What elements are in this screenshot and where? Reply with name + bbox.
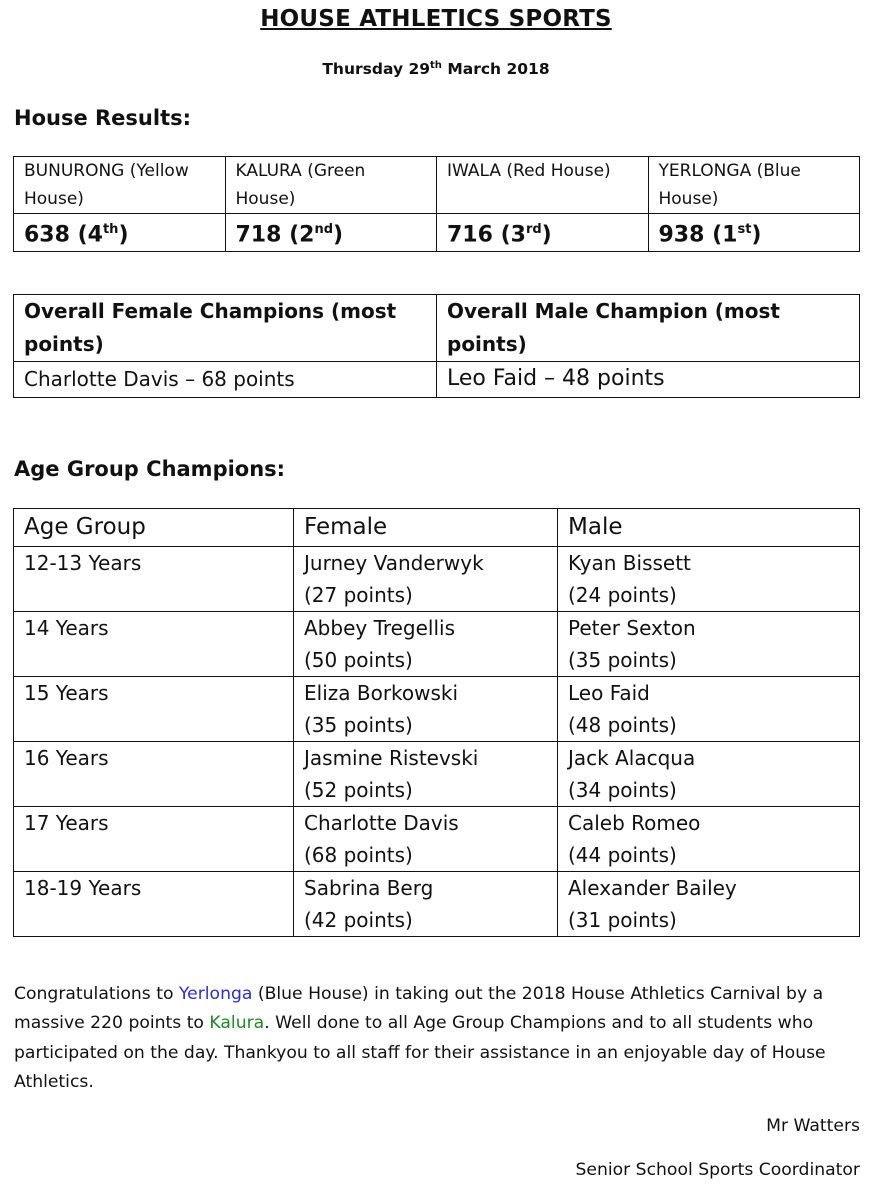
male-cell: Jack Alacqua (34 points) — [558, 742, 860, 807]
overall-value-row — [14, 362, 860, 398]
table-row — [14, 612, 860, 677]
female-cell: Eliza Borkowski (35 points) — [294, 677, 558, 742]
column-header: Male — [558, 509, 860, 547]
signer-role: Senior School Sports Coordinator — [575, 1160, 860, 1180]
age-table-header — [14, 509, 860, 547]
house-score-cell: 718 (2nd) — [225, 214, 437, 252]
house-score-cell: 938 (1st) — [648, 214, 860, 252]
table-row — [14, 742, 860, 807]
table-row — [14, 677, 860, 742]
age-group-table — [13, 508, 860, 937]
age-cell: 16 Years — [14, 742, 294, 807]
house-name-cell: YERLONGA (Blue House) — [648, 157, 860, 214]
table-row — [14, 547, 860, 612]
house-score-cell: 716 (3rd) — [437, 214, 649, 252]
male-cell: Caleb Romeo (44 points) — [558, 807, 860, 872]
age-cell: 18-19 Years — [14, 872, 294, 937]
age-cell: 17 Years — [14, 807, 294, 872]
male-cell: Alexander Bailey (31 points) — [558, 872, 860, 937]
column-header: Age Group — [14, 509, 294, 547]
page-title: HOUSE ATHLETICS SPORTS — [260, 6, 612, 32]
house-results-table — [13, 156, 860, 252]
age-group-heading: Age Group Champions: — [14, 457, 286, 481]
runner-up-house-name: Kalura — [209, 1013, 265, 1034]
winner-house-name: Yerlonga — [178, 984, 253, 1004]
column-header: Female — [294, 509, 558, 547]
male-cell: Kyan Bissett (24 points) — [558, 547, 860, 612]
overall-heading-row — [14, 295, 860, 362]
male-cell: Peter Sexton (35 points) — [558, 612, 860, 677]
female-cell: Abbey Tregellis (50 points) — [294, 612, 558, 677]
overall-female-value: Charlotte Davis – 68 points — [14, 362, 437, 398]
age-cell: 14 Years — [14, 612, 294, 677]
overall-male-heading: Overall Male Champion (most points) — [437, 295, 860, 362]
house-score-cell: 638 (4th) — [14, 214, 226, 252]
female-cell: Jurney Vanderwyk (27 points) — [294, 547, 558, 612]
female-cell: Jasmine Ristevski (52 points) — [294, 742, 558, 807]
house-name-cell: IWALA (Red House) — [437, 157, 649, 214]
overall-male-value: Leo Faid – 48 points — [437, 362, 860, 398]
house-results-heading: House Results: — [14, 106, 192, 130]
house-scores-row — [14, 214, 860, 252]
female-cell: Sabrina Berg (42 points) — [294, 872, 558, 937]
age-cell: 12-13 Years — [14, 547, 294, 612]
overall-champions-table — [13, 294, 860, 398]
event-date: Thursday 29th March 2018 — [322, 60, 550, 79]
house-name-cell: BUNURONG (Yellow House) — [14, 157, 226, 214]
male-cell: Leo Faid (48 points) — [558, 677, 860, 742]
overall-female-heading: Overall Female Champions (most points) — [14, 295, 437, 362]
table-row — [14, 807, 860, 872]
signer-name: Mr Watters — [766, 1116, 860, 1136]
female-cell: Charlotte Davis (68 points) — [294, 807, 558, 872]
table-row — [14, 872, 860, 937]
house-name-cell: KALURA (Green House) — [225, 157, 437, 214]
congratulations-paragraph: Congratulations to Yerlonga (Blue House) in taking out the 2018 House Athletics Carnival by a massive 220 points to Kalura. Well done to all Age Group Champions and to all students who participated on the day. Thankyou to all staff for their assistance in an enjoyable day of House Athletics. — [14, 984, 826, 1092]
house-names-row — [14, 157, 860, 214]
age-cell: 15 Years — [14, 677, 294, 742]
